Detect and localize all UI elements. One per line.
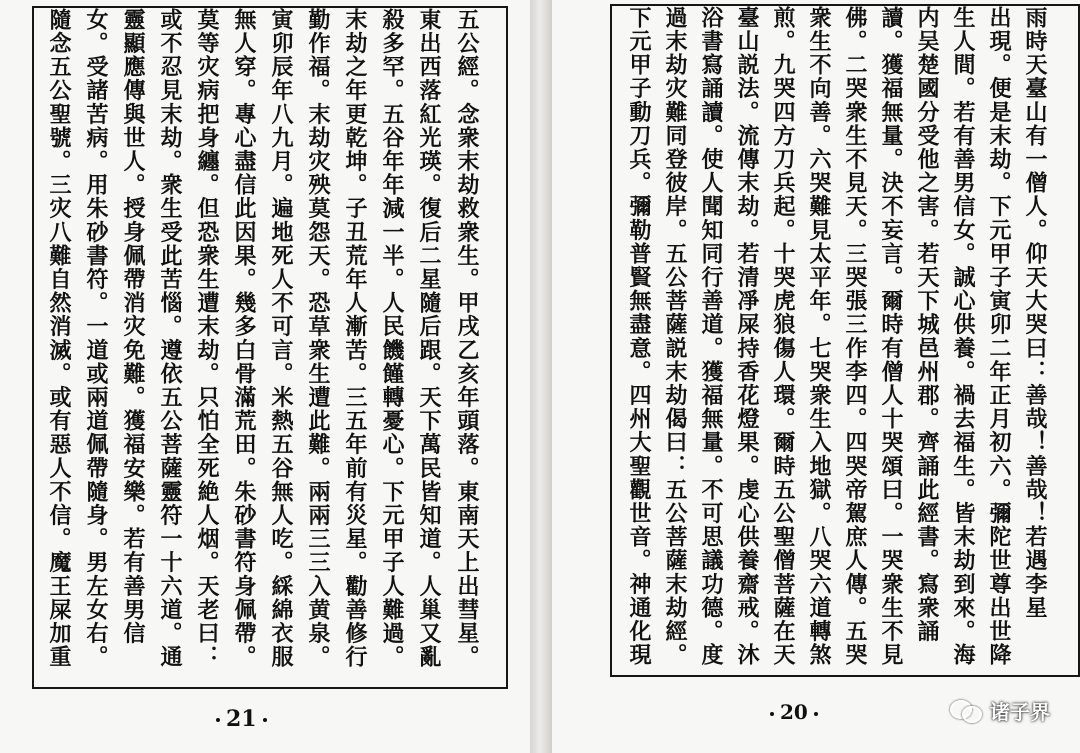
text-column: 過末劫灾難同登彼岸。五公菩薩説末劫偈曰：五公菩薩末劫經。 (662, 6, 688, 667)
book-gutter (530, 0, 552, 753)
text-column: 寅卯辰年八九月。遍地死人不可言。米熱五谷無人吃。綵綿衣服 (268, 8, 294, 669)
text-column: 靈顯應傳與世人。授身佩帶消灾免難。獲福安樂。若有善男信 (120, 8, 146, 646)
bullet-icon (216, 718, 220, 722)
text-column: 臺山説法。流傳末劫。若清凈屎持香花燈果。虔心供養齋戒。沐 (734, 6, 760, 667)
text-column: 勤作福。末劫灾殃莫怨天。恐草衆生遭此難。兩兩三三入黄泉。 (305, 8, 331, 669)
watermark (950, 696, 1050, 725)
text-column: 五公經。念衆末劫救衆生。甲戌乙亥年頭落。東南天上出彗星。 (454, 8, 480, 669)
right-page (552, 0, 1080, 753)
left-page (0, 0, 530, 753)
text-column: 無人穿。專心盡信此因果。幾多白骨滿荒田。朱砂書符身佩帶。 (231, 8, 257, 669)
text-column: 末劫之年更乾坤。子丑荒年人漸苦。三五年前有災星。勸善修行 (342, 8, 368, 669)
text-column: 隨念五公聖號。三灾八難自然消滅。或有惡人不信。魔王屎加重 (46, 8, 72, 669)
text-column: 煎。九哭四方刀兵起。十哭虎狼傷人環。爾時五公聖僧菩薩在天 (770, 6, 796, 667)
text-column: 莫等灾病把身纏。但恐衆生遭末劫。只怕全死絶人烟。天老曰： (194, 8, 220, 669)
text-column: 内吴楚國分受他之害。若天下城邑州郡。齊誦此經書。寫衆誦 (914, 6, 940, 644)
wechat-icon (950, 698, 984, 724)
text-column: 殺多罕。五谷年年減一半。人民饑饉轉憂心。下元甲子人難過。 (379, 8, 405, 669)
right-page-frame (610, 4, 1080, 677)
text-column: 讀。獲福無量。決不妄言。爾時有僧人十哭頌曰。一哭衆生不見 (878, 6, 904, 667)
bullet-icon (263, 718, 267, 722)
text-column: 出現。便是末劫。下元甲子寅卯二年正月初六。彌陀世尊出世降 (986, 6, 1012, 667)
bullet-icon (814, 712, 818, 716)
text-column: 生人間。若有善男信女。誠心供養。禍去福生。皆末劫到來。海 (950, 6, 976, 667)
text-column: 雨時天臺山有一僧人。仰天大哭曰：善哉！善哉！若遇李星 (1022, 6, 1048, 620)
bullet-icon (770, 712, 774, 716)
text-column: 女。受諸苦病。用朱砂書符。一道或兩道佩帶隨身。男左女右。 (83, 8, 109, 669)
text-column: 下元甲子動刀兵。彌勒普賢無盡意。四州大聖觀世音。神通化現 (626, 6, 652, 667)
text-column: 或不忍見末劫。衆生受此苦惱。遵依五公菩薩靈符一十六道。通 (157, 8, 183, 669)
text-column: 浴書寫誦讀。使人聞知同行善道。獲福無量。不可思議功德。度 (698, 6, 724, 667)
page-number-left: 21 (210, 706, 273, 732)
watermark-text: 诸子界 (990, 700, 1050, 724)
text-column: 東出西落紅光瑛。復后二星隨后跟。天下萬民皆知道。人巢又亂 (416, 8, 442, 669)
page-number-right: 20 (764, 700, 824, 724)
text-column: 佛。二哭衆生不見天。三哭張三作李四。四哭帝駕庶人傳。五哭 (842, 6, 868, 667)
text-column: 衆生不向善。六哭難見太平年。七哭衆生入地獄。八哭六道轉煞 (806, 6, 832, 667)
left-page-frame (32, 6, 508, 689)
